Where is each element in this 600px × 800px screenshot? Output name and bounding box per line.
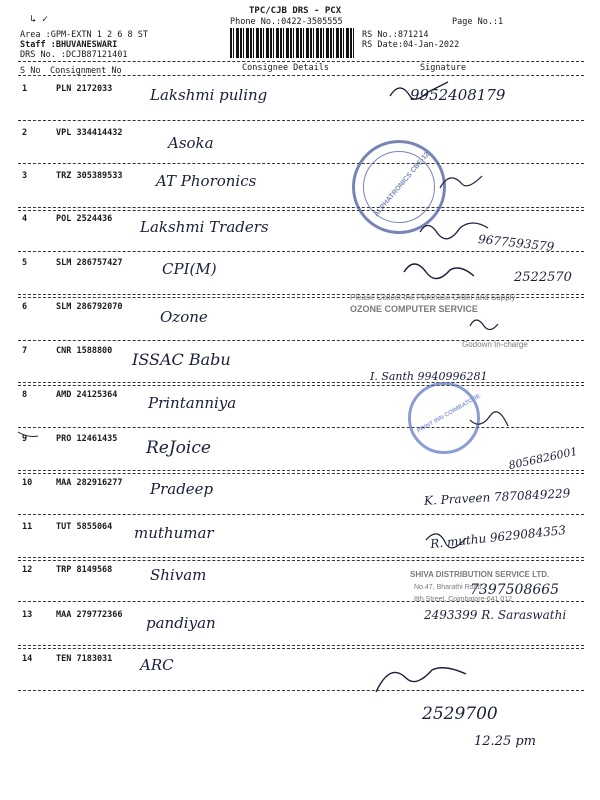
row-consignment: MAA 282916277 <box>56 478 123 488</box>
row-consignment: SLM 286792070 <box>56 302 123 312</box>
row-consignment: CNR 1588800 <box>56 346 113 356</box>
column-header-consignee: Consignee Details <box>242 63 329 73</box>
row-consignment: MAA 279772366 <box>56 610 123 620</box>
barcode <box>230 28 356 58</box>
column-header-signature: Signature <box>420 63 467 73</box>
row-divider <box>18 645 584 649</box>
row-consignee: ARC <box>140 656 174 674</box>
signature-row-5 <box>404 264 474 279</box>
row-consignment: TRZ 305389533 <box>56 171 123 181</box>
row-consignee: ReJoice <box>146 438 211 458</box>
shiva-stamp-line-3: 8th Street, Coimbatore-641 012 <box>414 596 513 603</box>
row-consignment: PRO 12461435 <box>56 434 118 444</box>
row-divider <box>18 557 584 561</box>
row-consignment: PLN 2172033 <box>56 84 113 94</box>
row-sno: 4 <box>22 214 28 224</box>
drs-number: DRS No. :DCJB87121401 <box>20 50 128 60</box>
row-consignee: muthumar <box>134 524 214 542</box>
row-divider <box>18 251 584 252</box>
phone-number: Phone No.:0422-3505555 <box>230 17 343 27</box>
row-consignee: Shivam <box>150 566 207 584</box>
rs-date: RS Date:04-Jan-2022 <box>362 40 460 50</box>
area-field: Area :GPM-EXTN 1 2 6 8 ST <box>20 30 148 40</box>
column-header-sno: S No <box>20 66 41 76</box>
row-sno: 9 <box>22 434 28 444</box>
row-signature: I. Santh 9940996281 <box>370 370 488 383</box>
row-divider <box>18 207 584 211</box>
shiva-stamp-line-1: SHIVA DISTRIBUTION SERVICE LTD. <box>410 570 550 579</box>
ozone-stamp-line-3: Godown In-charge <box>462 340 528 349</box>
row-signature: 2522570 <box>514 270 572 285</box>
row-sno: 14 <box>22 654 33 664</box>
row-consignee: Printanniya <box>148 394 237 412</box>
row-sno: 5 <box>22 258 28 268</box>
row-consignee: Ozone <box>160 308 208 326</box>
row-consignment: TRP 8149568 <box>56 565 113 575</box>
ozone-stamp-line-1: Please Collect the Purchase Order and Supply <box>350 293 516 302</box>
row-consignee: pandiyan <box>146 614 216 632</box>
row-signature: 9952408179 <box>410 86 506 104</box>
signature-row-14 <box>376 668 466 692</box>
row-sno: 3 <box>22 171 28 181</box>
footer-time: 12.25 pm <box>474 734 536 749</box>
row-sno: 2 <box>22 128 28 138</box>
row-consignment: SLM 286757427 <box>56 258 123 268</box>
row-divider <box>18 427 584 428</box>
signature-row-6 <box>470 320 498 330</box>
row-consignment: POL 2524436 <box>56 214 113 224</box>
row-sno: 8 <box>22 390 28 400</box>
row-sno: 7 <box>22 346 28 356</box>
row-consignee: AT Phoronics <box>156 172 257 190</box>
alphatronics-stamp-text: ALPHATRONICS CBE-12 <box>372 150 431 219</box>
rs-number: RS No.:871214 <box>362 30 429 40</box>
header-divider <box>18 61 584 62</box>
print-inn-stamp <box>408 382 480 454</box>
page-number: Page No.:1 <box>452 17 504 27</box>
print-inn-stamp-text: PRINT INN COIMBATORE <box>416 393 482 435</box>
row-consignment: TUT 5855064 <box>56 522 113 532</box>
row-signature: 2493399 R. Saraswathi <box>424 608 567 622</box>
row-consignee: ISSAC Babu <box>132 350 231 369</box>
column-header-divider <box>18 75 584 76</box>
row-consignee: Lakshmi puling <box>150 86 268 104</box>
row-sno: 11 <box>22 522 33 532</box>
alphatronics-stamp <box>352 140 446 234</box>
row-divider <box>18 690 584 691</box>
shiva-stamp-line-2: No.47, Bharathi Road <box>414 584 482 591</box>
row-divider <box>18 163 584 164</box>
row-consignee: Pradeep <box>150 480 214 498</box>
row-consignee: CPI(M) <box>162 260 217 278</box>
row-consignment: TEN 7183031 <box>56 654 113 664</box>
staff-field: Staff :BHUVANESWARI <box>20 40 118 50</box>
row-divider <box>18 120 584 121</box>
row-signature: R. muthu 9629084353 <box>429 522 567 552</box>
row-signature: 8056826001 <box>507 444 579 473</box>
row-consignment: AMD 24125364 <box>56 390 118 400</box>
column-header-consignment: Consignment No <box>50 66 122 76</box>
row-divider <box>18 382 584 386</box>
row-sno: 6 <box>22 302 28 312</box>
footer-number: 2529700 <box>422 704 498 724</box>
signature-row-3 <box>440 176 482 188</box>
row-signature: 7397508665 <box>470 582 560 598</box>
row-consignee: Lakshmi Traders <box>140 218 269 236</box>
row-sno: 10 <box>22 478 33 488</box>
document-title: TPC/CJB DRS - PCX <box>249 6 342 16</box>
row-sno: 1 <box>22 84 28 94</box>
row-signature: K. Praveen 7870849229 <box>423 486 571 508</box>
corner-mark: ↳ ✓ <box>30 14 49 25</box>
ozone-stamp-line-2: OZONE COMPUTER SERVICE <box>350 304 478 314</box>
row-sno: 12 <box>22 565 33 575</box>
margin-mark <box>18 432 38 437</box>
row-sno: 13 <box>22 610 33 620</box>
row-consignee: Asoka <box>168 134 214 152</box>
row-divider <box>18 470 584 474</box>
row-consignment: VPL 334414432 <box>56 128 123 138</box>
row-divider <box>18 514 584 515</box>
row-signature: 9677593579 <box>477 232 555 254</box>
